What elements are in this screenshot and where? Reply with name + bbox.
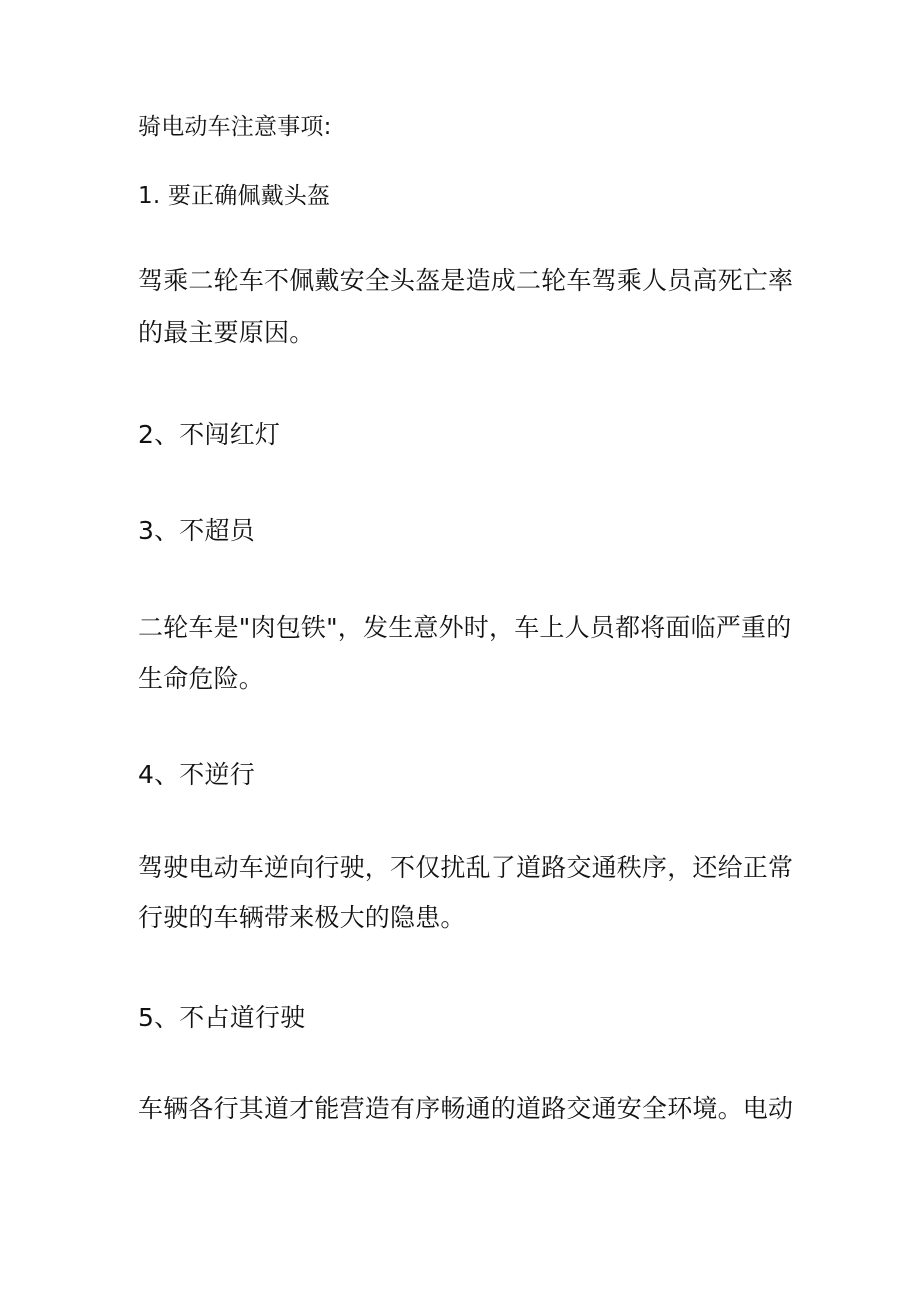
item-4-body-line-2: 行驶的车辆带来极大的隐患。 — [138, 903, 466, 932]
item-1-body-line-1: 驾乘二轮车不佩戴安全头盔是造成二轮车驾乘人员高死亡率 — [138, 266, 794, 295]
item-5-heading: 5、不占道行驶 — [138, 1003, 306, 1032]
item-5-body-line-1: 车辆各行其道才能营造有序畅通的道路交通安全环境。电动 — [138, 1094, 794, 1123]
item-4-heading: 4、不逆行 — [138, 760, 255, 789]
item-1-heading: 1. 要正确佩戴头盔 — [138, 183, 331, 209]
item-1-body-line-2: 的最主要原因。 — [138, 318, 315, 347]
item-3-heading: 3、不超员 — [138, 516, 255, 545]
item-3-body-line-2: 生命危险。 — [138, 664, 265, 693]
item-2-heading: 2、不闯红灯 — [138, 420, 281, 449]
item-3-body-line-1: 二轮车是"肉包铁"，发生意外时，车上人员都将面临严重的 — [138, 613, 792, 642]
document-title: 骑电动车注意事项: — [138, 114, 332, 140]
item-4-body-line-1: 驾驶电动车逆向行驶，不仅扰乱了道路交通秩序，还给正常 — [138, 853, 794, 882]
